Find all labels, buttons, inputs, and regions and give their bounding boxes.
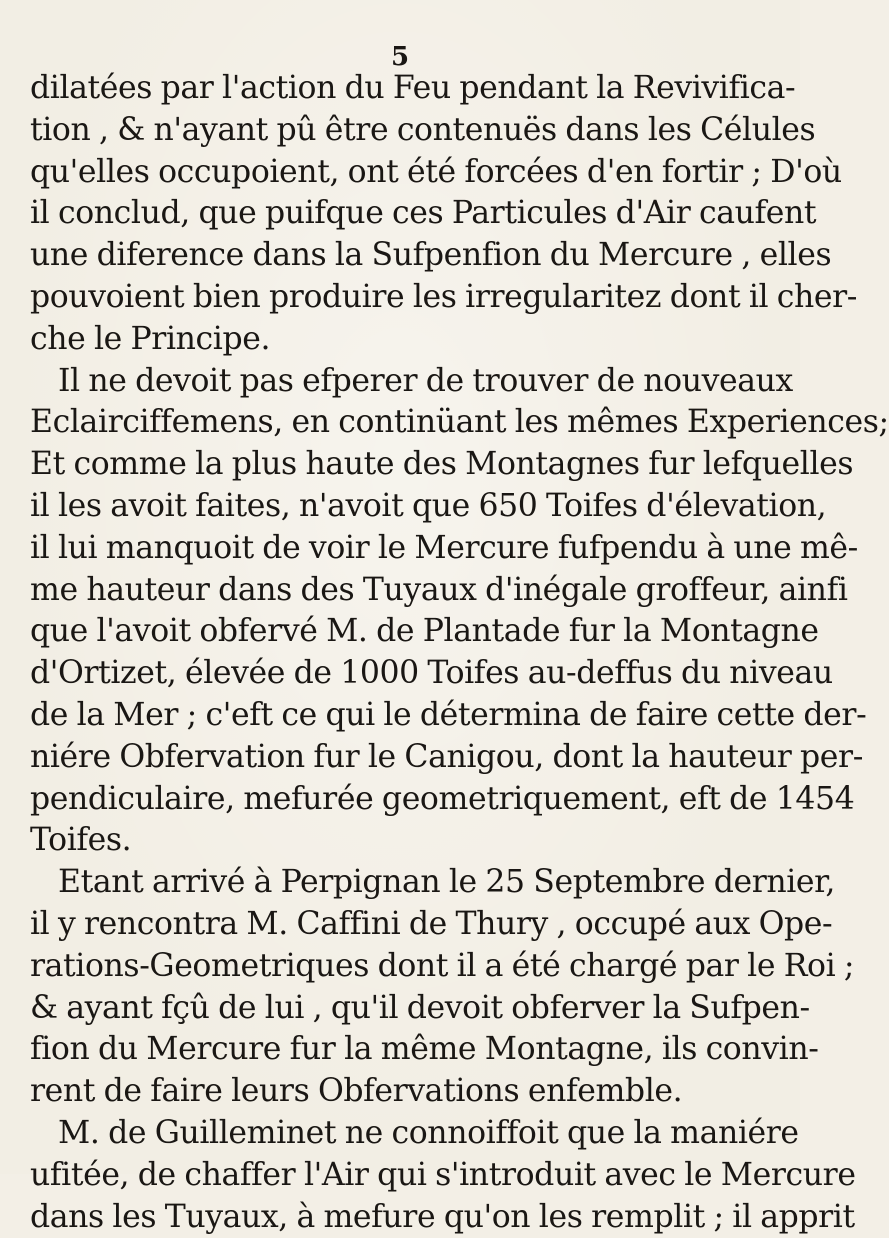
text-line: M. de Guilleminet ne connoiffoit que la maniére (58, 1114, 799, 1151)
text-line: d'Ortizet, élevée de 1000 Toifes au-deffus du niveau (30, 655, 833, 692)
text-line: dans les Tuyaux, à mefure qu'on les remplit ; il apprit (30, 1198, 855, 1235)
text-line: & ayant fçû de lui , qu'il devoit obferver la Sufpen- (30, 989, 810, 1026)
text-line: que l'avoit obfervé M. de Plantade fur la Montagne (30, 613, 819, 650)
text-line: che le Principe. (30, 320, 271, 357)
text-line: une diference dans la Sufpenfion du Mercure , elles (30, 237, 832, 274)
text-line: il les avoit faites, n'avoit que 650 Toifes d'élevation, (30, 487, 827, 524)
text-line: pendiculaire, mefurée geometriquement, eft de 1454 (30, 780, 855, 817)
text-line: fion du Mercure fur la même Montagne, ils convin- (30, 1031, 819, 1068)
text-line: ufitée, de chaffer l'Air qui s'introduit avec le Mercure (30, 1156, 856, 1193)
text-line: rent de faire leurs Obfervations enfemble. (30, 1073, 683, 1110)
text-line: qu'elles occupoient, ont été forcées d'en fortir ; D'où (30, 153, 842, 190)
text-line: tion , & n'ayant pû être contenuës dans les Célules (30, 111, 816, 148)
text-line: il lui manquoit de voir le Mercure fufpendu à une mê- (30, 529, 858, 566)
text-line: Eclairciffemens, en continüant les mêmes Experiences; (30, 404, 889, 441)
text-line: dilatées par l'action du Feu pendant la Revivifica- (30, 70, 796, 106)
body-text (30, 68, 889, 1238)
text-line: Il ne devoit pas efperer de trouver de nouveaux (58, 362, 793, 399)
text-line: il y rencontra M. Caffini de Thury , occupé aux Ope- (30, 905, 833, 942)
text-line: rations-Geometriques dont il a été chargé par le Roi ; (30, 947, 855, 984)
text-line: niére Obfervation fur le Canigou, dont la hauteur per- (30, 738, 863, 775)
text-line: pouvoient bien produire les irregularitez dont il cher- (30, 278, 858, 315)
text-line: il conclud, que puifque ces Particules d'Air caufent (30, 195, 817, 232)
text-line: Etant arrivé à Perpignan le 25 Septembre dernier, (58, 864, 835, 901)
text-line: Et comme la plus haute des Montagnes fur lefquelles (30, 446, 854, 483)
text-line: me hauteur dans des Tuyaux d'inégale groffeur, ainfi (30, 571, 848, 608)
text-line: de la Mer ; c'eft ce qui le détermina de faire cette der- (30, 696, 867, 733)
page-number: 5 (390, 42, 410, 72)
text-line: Toifes. (30, 822, 132, 859)
